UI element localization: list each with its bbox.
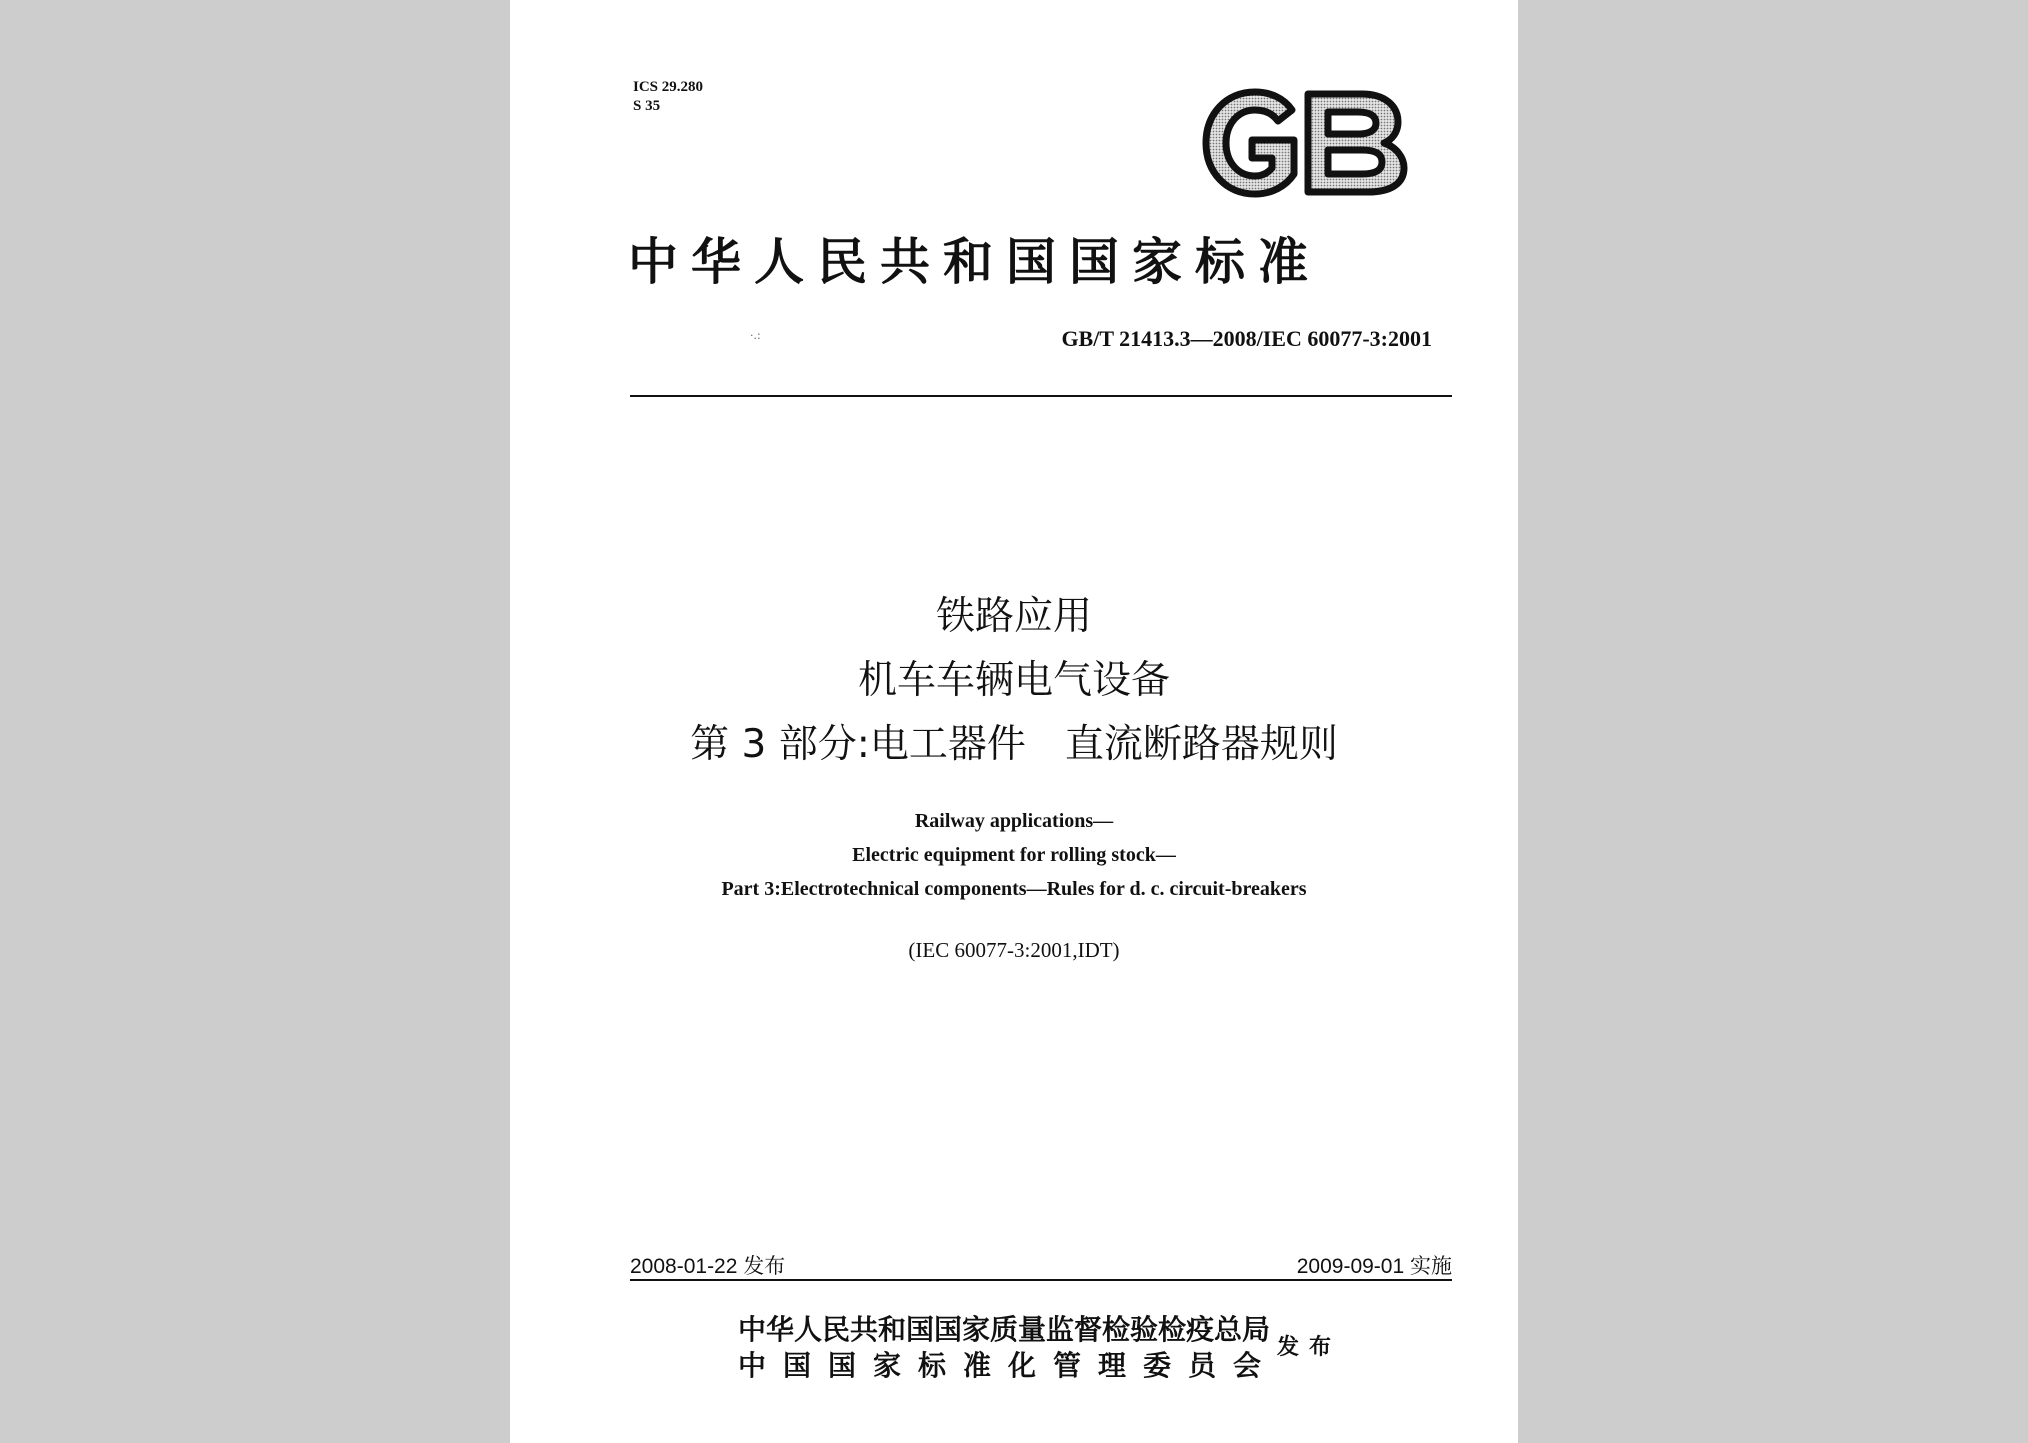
issue-date: 2008-01-22 发布 <box>630 1255 786 1278</box>
gb-logo-icon <box>1200 88 1410 198</box>
english-title-line1: Railway applications— <box>914 810 1114 832</box>
ics-code: ICS 29.280 <box>633 79 704 95</box>
english-title-line2: Electric equipment for rolling stock— <box>852 844 1176 866</box>
english-title <box>510 804 1518 906</box>
english-title-line3: Part 3:Electrotechnical components—Rules for d. c. circuit-breakers <box>721 878 1307 900</box>
classification-codes <box>633 78 703 116</box>
scan-mark: ·.: <box>750 329 761 342</box>
gb-logo <box>1200 88 1410 198</box>
standard-cover-page <box>510 0 1518 1443</box>
footer-divider <box>630 1279 1452 1281</box>
publish-label: 发布 <box>1277 1334 1342 1360</box>
identity-statement: (IEC 60077-3:2001,IDT) <box>908 938 1120 962</box>
issuer-sac: 中国国家标准化管理委员会 <box>738 1349 1279 1382</box>
national-standard-heading: 中华人民共和国国家标准 <box>628 232 1321 291</box>
issuing-authorities <box>738 1312 1278 1384</box>
chinese-title <box>510 585 1518 777</box>
chinese-title-line1: 铁路应用 <box>935 594 1092 639</box>
chinese-title-line2: 机车车辆电气设备 <box>857 658 1170 703</box>
standard-number: GB/T 21413.3—2008/IEC 60077-3:2001 <box>1061 326 1432 351</box>
implement-date: 2009-09-01 实施 <box>1296 1255 1452 1278</box>
ccs-code: S 35 <box>633 98 661 114</box>
issuer-aqsiq: 中华人民共和国国家质量监督检验检疫总局 <box>738 1313 1271 1346</box>
chinese-title-line3: 第 3 部分:电工器件 直流断路器规则 <box>690 722 1338 767</box>
header-divider <box>630 395 1452 397</box>
